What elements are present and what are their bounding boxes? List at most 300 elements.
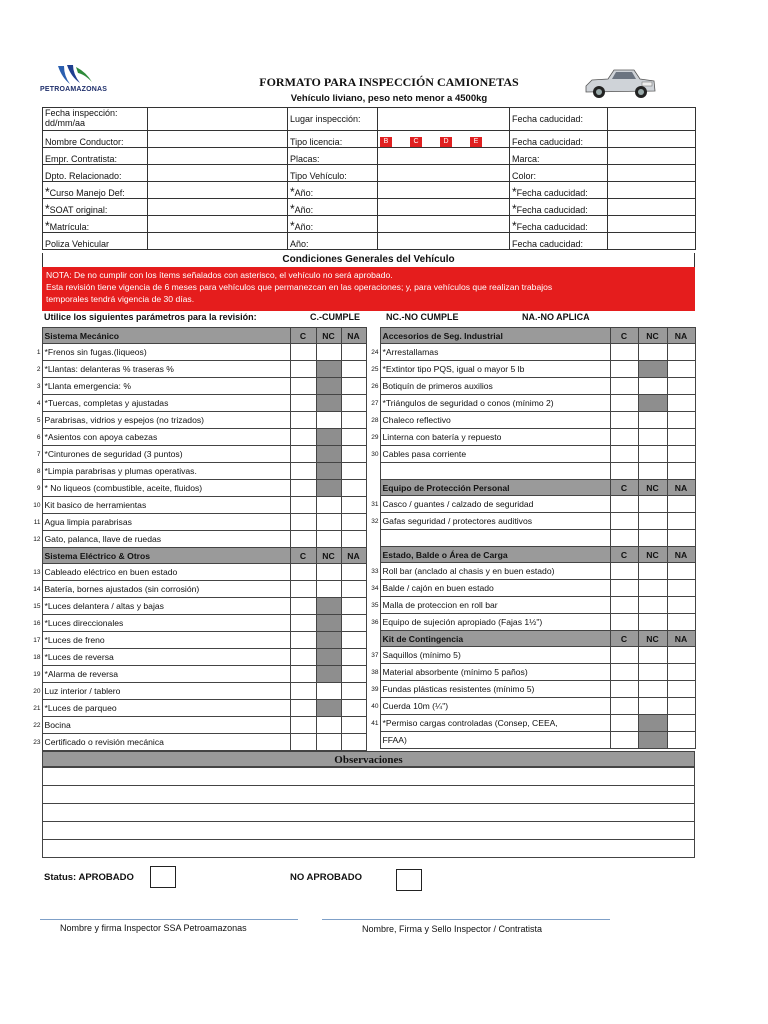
item-number: 8 [36,467,41,475]
item-number: 15 [33,602,41,610]
check-nc-cell[interactable] [638,597,667,614]
placas-field[interactable] [378,148,510,165]
check-c-cell[interactable] [610,429,638,446]
check-c-cell[interactable] [610,698,638,715]
check-na-cell[interactable] [341,463,366,480]
column-header-nc: NC [316,548,341,564]
check-nc-cell[interactable] [316,463,341,480]
legend-cumple: C.-CUMPLE [310,312,360,322]
check-nc-cell[interactable] [316,581,341,598]
item-number: 22 [33,721,41,729]
check-na-cell[interactable] [667,614,695,631]
checklist-row [31,412,366,429]
check-na-cell[interactable] [667,647,695,664]
row-number-spacer [367,530,380,547]
check-na-cell[interactable] [667,664,695,681]
item-number: 7 [36,450,41,458]
check-nc-cell[interactable] [316,700,341,717]
item-label: *Permiso cargas controladas (Consep, CEEA, [380,715,610,732]
check-na-cell[interactable] [341,649,366,666]
column-header-nc: NC [638,480,667,496]
check-c-cell[interactable] [610,614,638,631]
checklist-row [367,715,695,732]
check-c-cell[interactable] [610,732,638,749]
check-na-cell[interactable] [341,531,366,548]
observaciones-line[interactable] [43,822,695,840]
check-nc-cell[interactable] [638,395,667,412]
checklist-row [31,378,366,395]
item-number: 30 [371,450,379,458]
check-c-cell[interactable] [610,647,638,664]
fecha-caducidad-field[interactable] [608,108,696,131]
check-c-cell[interactable] [610,446,638,463]
fecha-inspeccion-field[interactable] [148,108,288,131]
check-nc-cell[interactable] [638,429,667,446]
check-nc-cell[interactable] [316,361,341,378]
checklist-row [31,480,366,497]
check-nc-cell[interactable] [316,429,341,446]
check-nc-cell[interactable] [638,715,667,732]
item-number: 17 [33,636,41,644]
check-nc-cell[interactable] [638,647,667,664]
license-b-option[interactable]: B [380,137,392,147]
check-nc-cell[interactable] [316,564,341,581]
fecha-caducidad-field[interactable] [608,233,696,250]
item-number: 35 [371,601,379,609]
fecha-caducidad-field[interactable] [608,199,696,216]
checklist-row [31,649,366,666]
fecha-inspeccion-label: Fecha inspección: dd/mm/aa [43,108,148,131]
check-na-cell[interactable] [667,563,695,580]
check-na-cell[interactable] [667,344,695,361]
item-number: 20 [33,687,41,695]
check-c-cell[interactable] [290,480,316,497]
checklist-row [31,632,366,649]
checklist-row [31,717,366,734]
item-number: 37 [371,651,379,659]
item-number: 34 [371,584,379,592]
row-number-spacer [367,631,380,647]
tipo-vehiculo-label: Tipo Vehículo: [288,165,378,182]
check-nc-cell[interactable] [638,681,667,698]
item-label: *Luces delantera / altas y bajas [42,598,290,615]
item-label: *Luces direccionales [42,615,290,632]
anio-label: *Año: [288,182,378,199]
column-header-na: NA [341,328,366,344]
check-na-cell[interactable] [341,429,366,446]
checklist-row [31,531,366,548]
item-number: 13 [33,568,41,576]
checklist-row [31,395,366,412]
dpto-relacionado-label: Dpto. Relacionado: [43,165,148,182]
check-nc-cell[interactable] [316,615,341,632]
checklist-row [31,666,366,683]
checklist-row [367,732,695,749]
check-nc-cell[interactable] [316,497,341,514]
observaciones-line[interactable] [43,804,695,822]
check-c-cell[interactable] [290,632,316,649]
check-c-cell[interactable] [290,463,316,480]
checklist-row [31,446,366,463]
check-c-cell[interactable] [290,531,316,548]
item-number: 28 [371,416,379,424]
row-number-spacer [367,328,380,344]
item-label: Roll bar (anclado al chasis y en buen estado) [380,563,610,580]
matricula-label: *Matrícula: [43,216,148,233]
row-number-spacer [367,547,380,563]
placas-label: Placas: [288,148,378,165]
item-number: 16 [33,619,41,627]
poliza-field[interactable] [148,233,288,250]
color-label: Color: [510,165,608,182]
check-na-cell[interactable] [341,378,366,395]
check-na-cell[interactable] [667,732,695,749]
check-nc-cell[interactable] [638,463,667,480]
item-label: *Alarma de reversa [42,666,290,683]
column-header-c: C [290,548,316,564]
check-nc-cell[interactable] [316,412,341,429]
column-header-c: C [610,631,638,647]
check-na-cell[interactable] [667,412,695,429]
checklist-row [367,698,695,715]
item-number: 29 [371,433,379,441]
observaciones-line[interactable] [43,768,695,786]
check-c-cell[interactable] [290,497,316,514]
item-number: 41 [371,719,379,727]
matricula-field[interactable] [148,216,288,233]
fecha-caducidad-label: *Fecha caducidad: [510,182,608,199]
anio-field[interactable] [378,199,510,216]
checklist-row [367,361,695,378]
check-nc-cell[interactable] [316,446,341,463]
check-nc-cell[interactable] [316,683,341,700]
item-label: *Asientos con apoya cabezas [42,429,290,446]
check-nc-cell[interactable] [638,614,667,631]
check-na-cell[interactable] [341,598,366,615]
curso-manejo-field[interactable] [148,182,288,199]
check-na-cell[interactable] [667,496,695,513]
item-label: Agua limpia parabrisas [42,514,290,531]
check-nc-cell[interactable] [316,649,341,666]
check-na-cell[interactable] [667,597,695,614]
check-na-cell[interactable] [667,715,695,732]
signature-line-right [322,919,610,920]
tipo-vehiculo-field[interactable] [378,165,510,182]
check-c-cell[interactable] [290,412,316,429]
check-nc-cell[interactable] [638,580,667,597]
check-na-cell[interactable] [341,632,366,649]
check-c-cell[interactable] [290,564,316,581]
check-c-cell[interactable] [610,597,638,614]
fecha-caducidad-field[interactable] [608,131,696,148]
anio-field[interactable] [378,233,510,250]
column-header-na: NA [667,547,695,563]
poliza-label: Poliza Vehicular [43,233,148,250]
check-na-cell[interactable] [341,615,366,632]
check-na-cell[interactable] [341,700,366,717]
item-label: Linterna con batería y repuesto [380,429,610,446]
check-na-cell[interactable] [667,530,695,547]
check-c-cell[interactable] [290,429,316,446]
soat-label: *SOAT original: [43,199,148,216]
check-na-cell[interactable] [667,446,695,463]
brand-name: PETROAMAZONAS [40,86,108,93]
check-na-cell[interactable] [341,361,366,378]
item-number: 23 [33,738,41,746]
check-nc-cell[interactable] [638,530,667,547]
check-nc-cell[interactable] [638,412,667,429]
checklist-row [367,580,695,597]
checklist-row [367,429,695,446]
item-number: 26 [371,382,379,390]
check-nc-cell[interactable] [638,446,667,463]
anio-field[interactable] [378,182,510,199]
checklist-row [367,597,695,614]
check-na-cell[interactable] [341,344,366,361]
check-c-cell[interactable] [610,344,638,361]
nota-line-1: NOTA: De no cumplir con los ítems señalados con asterisco, el vehículo no será aprobado. [46,270,393,280]
check-nc-cell[interactable] [316,378,341,395]
fecha-caducidad-field[interactable] [608,182,696,199]
license-c-option[interactable]: C [410,137,422,147]
fecha-caducidad-field[interactable] [608,216,696,233]
check-c-cell[interactable] [290,700,316,717]
check-c-cell[interactable] [290,615,316,632]
no-aprobado-checkbox[interactable] [396,869,422,891]
column-header-nc: NC [638,547,667,563]
item-number: 5 [36,416,41,424]
check-na-cell[interactable] [341,683,366,700]
item-label: *Luces de reversa [42,649,290,666]
lugar-inspeccion-field[interactable] [378,108,510,131]
item-number: 19 [33,670,41,678]
check-c-cell[interactable] [610,463,638,480]
check-c-cell[interactable] [610,412,638,429]
item-label: *Luces de parqueo [42,700,290,717]
anio-field[interactable] [378,216,510,233]
check-c-cell[interactable] [290,683,316,700]
left-checklist-table [31,327,367,751]
item-label: Gato, palanca, llave de ruedas [42,531,290,548]
check-na-cell[interactable] [667,681,695,698]
anio-label: *Año: [288,216,378,233]
item-label: *Cinturones de seguridad (3 puntos) [42,446,290,463]
check-nc-cell[interactable] [316,734,341,751]
check-c-cell[interactable] [290,344,316,361]
checklist-row [31,463,366,480]
check-c-cell[interactable] [610,513,638,530]
check-nc-cell[interactable] [638,496,667,513]
legend-no-aplica: NA.-NO APLICA [522,312,590,322]
check-nc-cell[interactable] [316,344,341,361]
checklist-row [367,412,695,429]
check-na-cell[interactable] [341,395,366,412]
check-c-cell[interactable] [290,734,316,751]
check-na-cell[interactable] [667,513,695,530]
nombre-conductor-field[interactable] [148,131,288,148]
check-na-cell[interactable] [341,446,366,463]
check-na-cell[interactable] [667,698,695,715]
check-nc-cell[interactable] [316,666,341,683]
legend-intro: Utilice los siguientes parámetros para la revisión: [44,312,257,322]
lugar-inspeccion-label: Lugar inspección: [288,108,378,131]
checklist-row [31,598,366,615]
item-number: 1 [36,348,41,356]
item-label: Malla de proteccion en roll bar [380,597,610,614]
item-number: 14 [33,585,41,593]
empty-row [380,530,610,547]
checklist-row [31,361,366,378]
check-c-cell[interactable] [610,580,638,597]
tipo-licencia-options [378,131,510,148]
check-nc-cell[interactable] [316,514,341,531]
check-c-cell[interactable] [610,563,638,580]
anio-label: Año: [288,233,378,250]
check-c-cell[interactable] [290,598,316,615]
observaciones-line[interactable] [43,840,695,858]
check-c-cell[interactable] [610,681,638,698]
observaciones-lines[interactable] [42,767,695,858]
row-number-spacer [31,328,42,344]
checklist-row [31,429,366,446]
section-header-mecanico: Sistema Mecánico [42,328,290,344]
checklist-row [367,395,695,412]
check-c-cell[interactable] [610,664,638,681]
check-na-cell[interactable] [341,514,366,531]
item-label: Certificado o revisión mecánica [42,734,290,751]
check-na-cell[interactable] [341,480,366,497]
item-label: Cuerda 10m (¼") [380,698,610,715]
item-label: Balde / cajón en buen estado [380,580,610,597]
condiciones-title: Condiciones Generales del Vehículo [42,253,695,267]
check-c-cell[interactable] [290,717,316,734]
check-c-cell[interactable] [290,395,316,412]
check-nc-cell[interactable] [638,361,667,378]
check-c-cell[interactable] [610,378,638,395]
checklist-row [31,615,366,632]
item-label: *Tuercas, completas y ajustadas [42,395,290,412]
item-label: Gafas seguridad / protectores auditivos [380,513,610,530]
row-number-spacer [31,548,42,564]
column-header-na: NA [667,328,695,344]
section-header-epp: Equipo de Protección Personal [380,480,610,496]
check-c-cell[interactable] [610,361,638,378]
tipo-licencia-label: Tipo licencia: [288,131,378,148]
item-number: 38 [371,668,379,676]
marca-label: Marca: [510,148,608,165]
check-c-cell[interactable] [290,581,316,598]
check-c-cell[interactable] [610,496,638,513]
right-checklist-table [367,327,696,749]
check-nc-cell[interactable] [638,732,667,749]
check-na-cell[interactable] [341,717,366,734]
check-nc-cell[interactable] [638,664,667,681]
check-c-cell[interactable] [290,378,316,395]
check-nc-cell[interactable] [316,480,341,497]
item-number: 2 [36,365,41,373]
check-nc-cell[interactable] [316,531,341,548]
item-label: Equipo de sujeción apropiado (Fajas 1½") [380,614,610,631]
item-number: 39 [371,685,379,693]
item-label: *Triángulos de seguridad o conos (mínimo 2) [380,395,610,412]
empr-contratista-field[interactable] [148,148,288,165]
check-nc-cell[interactable] [316,717,341,734]
check-na-cell[interactable] [341,497,366,514]
item-number: 4 [36,399,41,407]
item-label: Bocina [42,717,290,734]
check-c-cell[interactable] [290,446,316,463]
check-na-cell[interactable] [341,412,366,429]
check-na-cell[interactable] [667,429,695,446]
color-field[interactable] [608,165,696,182]
check-na-cell[interactable] [667,580,695,597]
soat-field[interactable] [148,199,288,216]
check-nc-cell[interactable] [638,698,667,715]
item-number: 11 [33,518,41,526]
check-na-cell[interactable] [667,378,695,395]
license-e-option[interactable]: E [470,137,482,147]
check-c-cell[interactable] [610,530,638,547]
dpto-relacionado-field[interactable] [148,165,288,182]
column-header-nc: NC [638,328,667,344]
check-nc-cell[interactable] [638,344,667,361]
check-nc-cell[interactable] [638,513,667,530]
item-label: Botiquín de primeros auxilios [380,378,610,395]
check-c-cell[interactable] [610,715,638,732]
column-header-nc: NC [316,328,341,344]
item-label: Material absorbente (mínimo 5 paños) [380,664,610,681]
check-c-cell[interactable] [290,666,316,683]
observaciones-title: Observaciones [42,751,695,767]
pickup-truck-image [582,64,658,102]
aprobado-checkbox[interactable] [150,866,176,888]
item-label: Casco / guantes / calzado de seguridad [380,496,610,513]
check-c-cell[interactable] [290,514,316,531]
observaciones-line[interactable] [43,786,695,804]
check-nc-cell[interactable] [638,563,667,580]
check-na-cell[interactable] [341,564,366,581]
form-title: FORMATO PARA INSPECCIÓN CAMIONETAS [259,75,519,89]
item-label: *Llanta emergencia: % [42,378,290,395]
check-nc-cell[interactable] [638,378,667,395]
fecha-caducidad-label: Fecha caducidad: [510,131,608,148]
nota-line-3: temporales tendrá vigencia de 30 días. [46,294,195,304]
column-header-na: NA [341,548,366,564]
nota-line-2: Esta revisión tiene vigencia de 6 meses para vehículos que permanezcan en las operaciones; y, para vehículos que realizan trabajos [46,282,553,292]
check-na-cell[interactable] [667,395,695,412]
item-number: 18 [33,653,41,661]
check-na-cell[interactable] [667,361,695,378]
check-na-cell[interactable] [341,581,366,598]
check-c-cell[interactable] [290,361,316,378]
license-d-option[interactable]: D [440,137,452,147]
checklist-row [367,446,695,463]
item-number: 32 [371,517,379,525]
check-c-cell[interactable] [290,649,316,666]
column-header-c: C [610,328,638,344]
marca-field[interactable] [608,148,696,165]
check-na-cell[interactable] [341,666,366,683]
fecha-caducidad-label: *Fecha caducidad: [510,216,608,233]
check-nc-cell[interactable] [316,395,341,412]
checklist-row [367,496,695,513]
check-na-cell[interactable] [341,734,366,751]
check-na-cell[interactable] [667,463,695,480]
check-nc-cell[interactable] [316,598,341,615]
check-nc-cell[interactable] [316,632,341,649]
check-c-cell[interactable] [610,395,638,412]
fecha-caducidad-label: Fecha caducidad: [510,233,608,250]
